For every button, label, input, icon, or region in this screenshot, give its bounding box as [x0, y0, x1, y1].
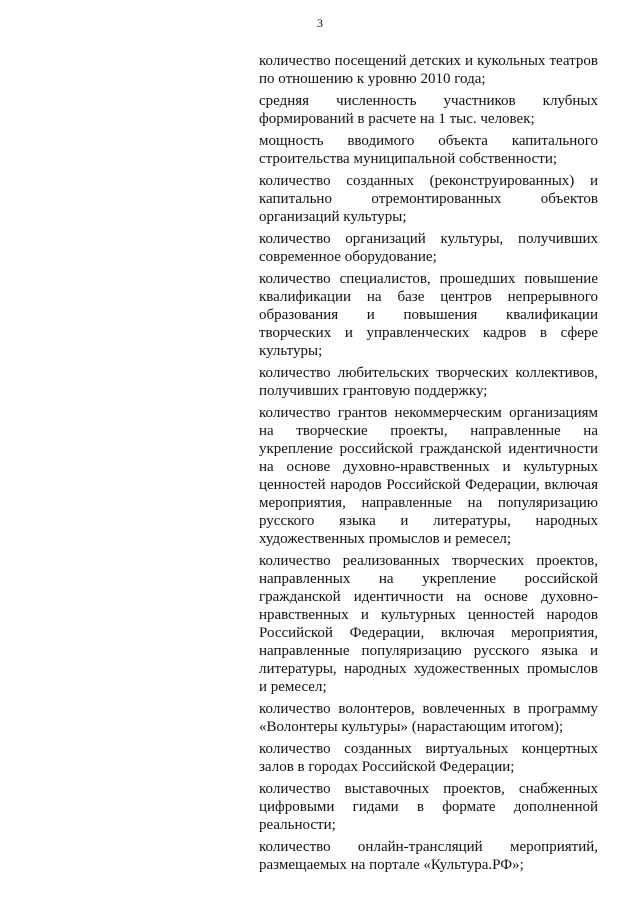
list-item: количество специалистов, прошедших повышение квалификации на базе центров непрерывного образования и повышения квалификации творческих и управленческих кадров в сфере культуры; [259, 271, 598, 359]
list-item: количество грантов некоммерческим организациям на творческие проекты, направленные на укрепление российской гражданской идентичности на основе духовно-нравственных и культурных ценностей народов Российской Федерации, включая мероприятия, направленные на популяризацию русского языка и литературы, народных художественных промыслов и ремесел; [259, 405, 598, 547]
list-item: количество реализованных творческих проектов, направленных на укрепление российской гражданской идентичности на основе духовно-нравственных и культурных ценностей народов Российской Федерации, включая мероприятия, направленные популяризацию русского языка и литературы, народных художественных промыслов и ремесел; [259, 553, 598, 695]
list-item: количество созданных (реконструированных) и капитально отремонтированных объектов организаций культуры; [259, 173, 598, 225]
list-item: количество любительских творческих коллективов, получивших грантовую поддержку; [259, 365, 598, 399]
list-item: количество выставочных проектов, снабженных цифровыми гидами в формате дополненной реальности; [259, 781, 598, 833]
list-item: количество волонтеров, вовлеченных в программу «Волонтеры культуры» (нарастающим итогом); [259, 701, 598, 735]
indicator-list [259, 52, 598, 878]
list-item: количество онлайн-трансляций мероприятий, размещаемых на портале «Культура.РФ»; [259, 839, 598, 873]
list-item: средняя численность участников клубных формирований в расчете на 1 тыс. человек; [259, 93, 598, 127]
list-item: количество организаций культуры, получивших современное оборудование; [259, 231, 598, 265]
list-item: количество созданных виртуальных концертных залов в городах Российской Федерации; [259, 741, 598, 775]
list-item: мощность вводимого объекта капитального строительства муниципальной собственности; [259, 133, 598, 167]
list-item: количество посещений детских и кукольных театров по отношению к уровню 2010 года; [259, 53, 598, 87]
page-number: 3 [317, 16, 323, 30]
